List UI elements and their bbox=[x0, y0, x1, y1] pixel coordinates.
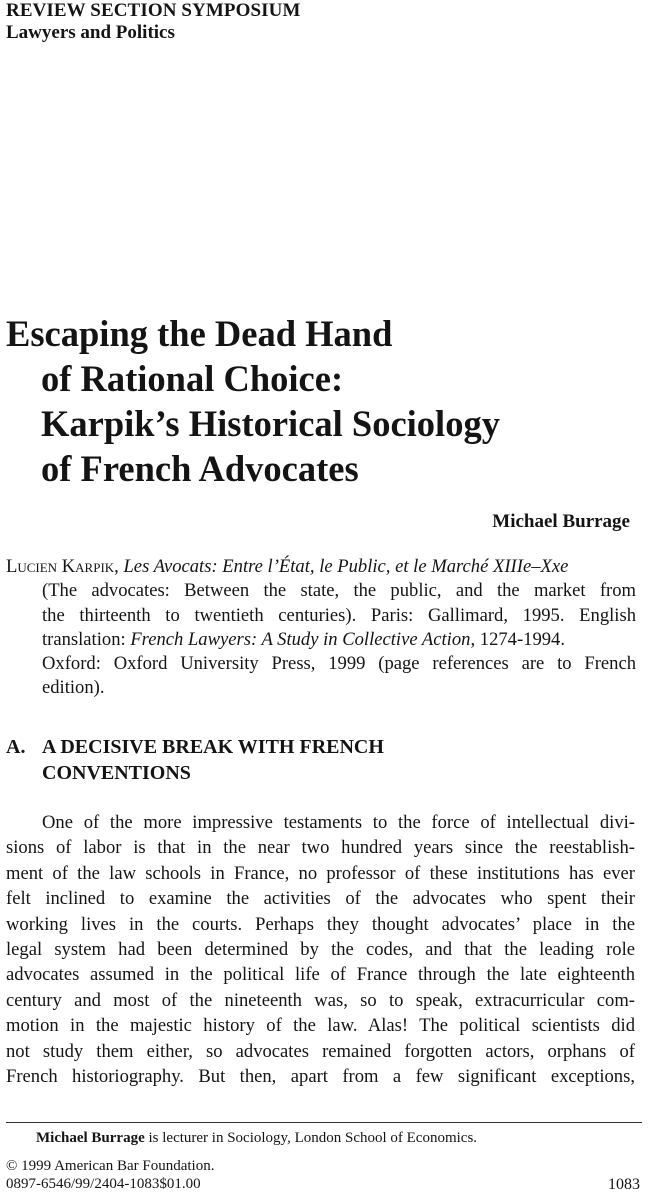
article-title bbox=[6, 311, 500, 491]
issn-code: 0897-6546/99/2404-1083$01.00 bbox=[6, 1176, 201, 1192]
section-heading-line: CONVENTIONS bbox=[42, 762, 191, 784]
citation-translation-title: French Lawyers: A Study in Collective Action, bbox=[130, 628, 476, 650]
running-header-section: REVIEW SECTION SYMPOSIUM bbox=[6, 0, 301, 21]
citation-line bbox=[6, 555, 636, 579]
citation-line: edition). bbox=[42, 677, 105, 699]
article-author: Michael Burrage bbox=[492, 511, 630, 532]
section-heading-line: A DECISIVE BREAK WITH FRENCH bbox=[42, 736, 384, 758]
body-line: French historiography. But then, apart from a few significant exceptions, bbox=[6, 1066, 635, 1088]
section-heading bbox=[6, 734, 384, 786]
citation-line bbox=[6, 628, 636, 652]
title-line: of Rational Choice: bbox=[41, 358, 344, 399]
body-line: sions of labor is that in the near two hundred years since the reestablish- bbox=[6, 837, 635, 859]
body-line: working lives in the courts. Perhaps they thought advocates’ place in the bbox=[6, 913, 635, 935]
citation-text: translation: bbox=[42, 628, 126, 650]
footnote-author: Michael Burrage bbox=[36, 1130, 145, 1146]
title-line: Karpik’s Historical Sociology bbox=[41, 403, 500, 444]
section-letter: A. bbox=[6, 736, 26, 758]
body-line: legal system had been determined by the codes, and that the leading role bbox=[6, 939, 635, 961]
body-line: century and most of the nineteenth was, so to speak, extracurricular com- bbox=[6, 989, 635, 1011]
running-header-subsection: Lawyers and Politics bbox=[6, 22, 175, 43]
footnote-text: is lecturer in Sociology, London School of Economics. bbox=[144, 1130, 478, 1146]
citation-author: Lucien Karpik, bbox=[6, 556, 119, 577]
title-line: Escaping the Dead Hand bbox=[6, 313, 393, 354]
copyright-notice: © 1999 American Bar Foundation. bbox=[6, 1158, 215, 1174]
body-line: motion in the majestic history of the law. Alas! The political scientists did bbox=[6, 1015, 635, 1037]
citation-book-title: Les Avocats: Entre l’État, le Public, et le Marché XIIIe–Xxe bbox=[123, 556, 569, 577]
body-line: One of the more impressive testaments to the force of intellectual divi- bbox=[42, 812, 635, 833]
citation-line: (The advocates: Between the state, the public, and the market from bbox=[42, 580, 636, 602]
author-footnote bbox=[36, 1128, 477, 1148]
body-line: ment of the law schools in France, no professor of these institutions has ever bbox=[6, 862, 635, 884]
body-line: not study them either, so advocates remained forgotten actors, orphans of bbox=[6, 1040, 635, 1062]
citation-line: Oxford: Oxford University Press, 1999 (page references are to French bbox=[42, 653, 636, 675]
page-number: 1083 bbox=[608, 1176, 640, 1193]
body-line: advocates assumed in the political life of France through the late eighteenth bbox=[6, 964, 635, 986]
title-line: of French Advocates bbox=[41, 448, 359, 489]
body-line: felt inclined to examine the activities of the advocates who spent their bbox=[6, 888, 635, 910]
book-citation bbox=[6, 555, 636, 701]
citation-text: 1274-1994. bbox=[479, 628, 565, 650]
footnote-divider bbox=[6, 1122, 642, 1123]
citation-line: the thirteenth to twentieth centuries). Paris: Gallimard, 1995. English bbox=[42, 604, 636, 626]
body-paragraph bbox=[6, 810, 635, 1089]
